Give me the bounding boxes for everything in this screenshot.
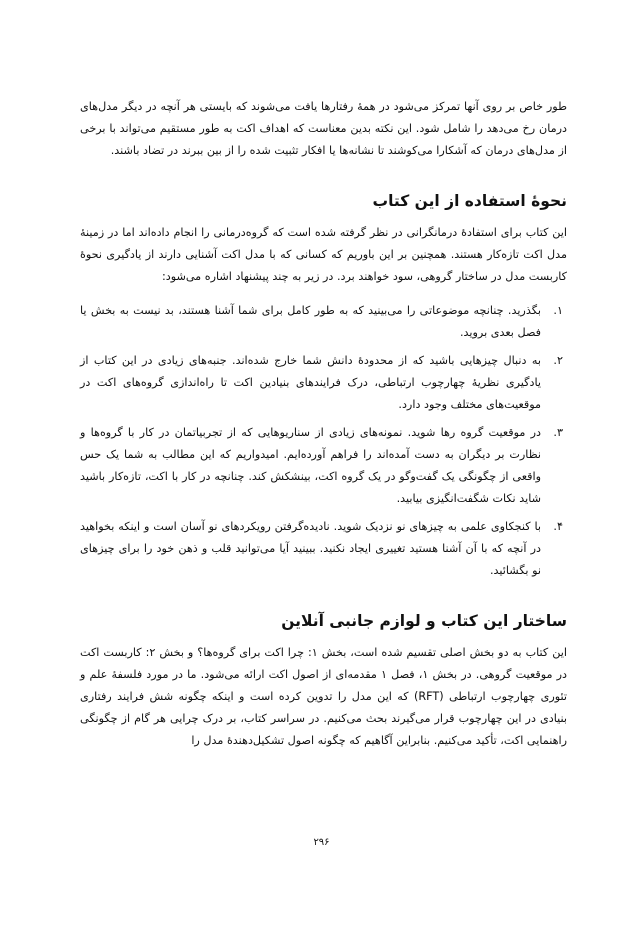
list-item-number: ۴.: [553, 520, 563, 533]
list-item-number: ۳.: [553, 426, 563, 439]
list-item: [80, 516, 567, 582]
list-item-text: با کنجکاوی علمی به چیزهای نو نزدیک شوید. نادیده‌گرفتن رویکردهای نو آسان است و اینکه بخواهید در آنچه که با آن آشنا هستید تغییری ایجاد نکنید. ببینید آیا می‌توانید قلب و ذهن خود را برای چیزهای نو بگشائید.: [80, 520, 541, 577]
list-item: [80, 350, 567, 416]
list-item-text: بگذرید. چنانچه موضوعاتی را می‌بینید که به طور کامل برای شما آشنا هستند، بد نیست به بخش یا فصل بعدی بروید.: [80, 304, 541, 339]
page-body: [80, 96, 567, 752]
list-item-number: ۱.: [553, 304, 563, 317]
list-item-text: به دنبال چیزهایی باشید که از محدودهٔ دانش شما خارج شده‌اند. جنبه‌های زیادی در این کتاب از یادگیری نظریهٔ چهارچوب ارتباطی، درک فرایندهای بنیادین اکت تا راه‌اندازی گروه‌های اکت در موقعیت‌های مختلف وجود دارد.: [80, 354, 541, 411]
usage-paragraph: این کتاب برای استفادهٔ درمانگرانی در نظر گرفته شده است که گروه‌درمانی را انجام داده‌اند اما در زمینهٔ مدل اکت تازه‌کار هستند. همچنین بر این باوریم که کسانی که با مدل اکت آشنایی دارند از یادگیری نحوهٔ کاربست مدل در ساختار گروهی، سود خواهند برد. در زیر به چند پیشنهاد اشاره می‌شود:: [80, 226, 567, 283]
section-heading-usage: نحوهٔ استفاده از این کتاب: [372, 192, 567, 210]
intro-paragraph: طور خاص بر روی آنها تمرکز می‌شود در همهٔ رفتارها یافت می‌شوند که بایستی هر آنچه در دیگر مدل‌های درمان رخ می‌دهد را شامل شود. این نکته بدین معناست که اهداف اکت به طور مستقیم می‌تواند با برخی از مدل‌های درمان که آشکارا می‌کوشند تا نشانه‌ها یا افکار تثبیت شده را از بین ببرند در تضاد باشند.: [80, 100, 567, 157]
section-heading-structure: ساختار این کتاب و لوازم جانبی آنلاین: [281, 612, 567, 630]
page-number: ۲۹۶: [313, 837, 330, 848]
list-item: [80, 300, 567, 344]
structure-paragraph: این کتاب به دو بخش اصلی تقسیم شده است، بخش ۱: چرا اکت برای گروه‌ها؟ و بخش ۲: کاربست اکت در موقعیت گروهی. در بخش ۱، فصل ۱ مقدمه‌ای از اصول اکت ارائه می‌شود. ما در مورد فلسفهٔ علم و تئوری چهارچوب ارتباطی (RFT) که این مدل را تدوین کرده است و اینکه چگونه شش فرایند رفتاری بنیادی در این چهارچوب قرار می‌گیرند بحث می‌کنیم. در سراسر کتاب، بر درک چرایی هر گام از چگونگی راهنمایی اکت، تأکید می‌کنیم. بنابراین آگاهیم که چگونه اصول تشکیل‌دهندهٔ مدل را: [80, 646, 567, 747]
list-item-number: ۲.: [553, 354, 563, 367]
suggestion-list: [80, 300, 567, 582]
list-item-text: در موقعیت گروه رها شوید. نمونه‌های زیادی از سناریوهایی که از تجربیاتمان در کار با گروه‌ها و نظارت بر دیگران به دست آمده‌اند را فراهم آورده‌ایم. امیدواریم که این مطالب به شما یک حس واقعی از چگونگی یک گفت‌وگو در یک گروه اکت، بینشکش کند. چنانچه در کار با اکت، تازه‌کار باشید شاید نکات شگفت‌انگیزی بیابید.: [80, 426, 541, 505]
list-item: [80, 422, 567, 510]
